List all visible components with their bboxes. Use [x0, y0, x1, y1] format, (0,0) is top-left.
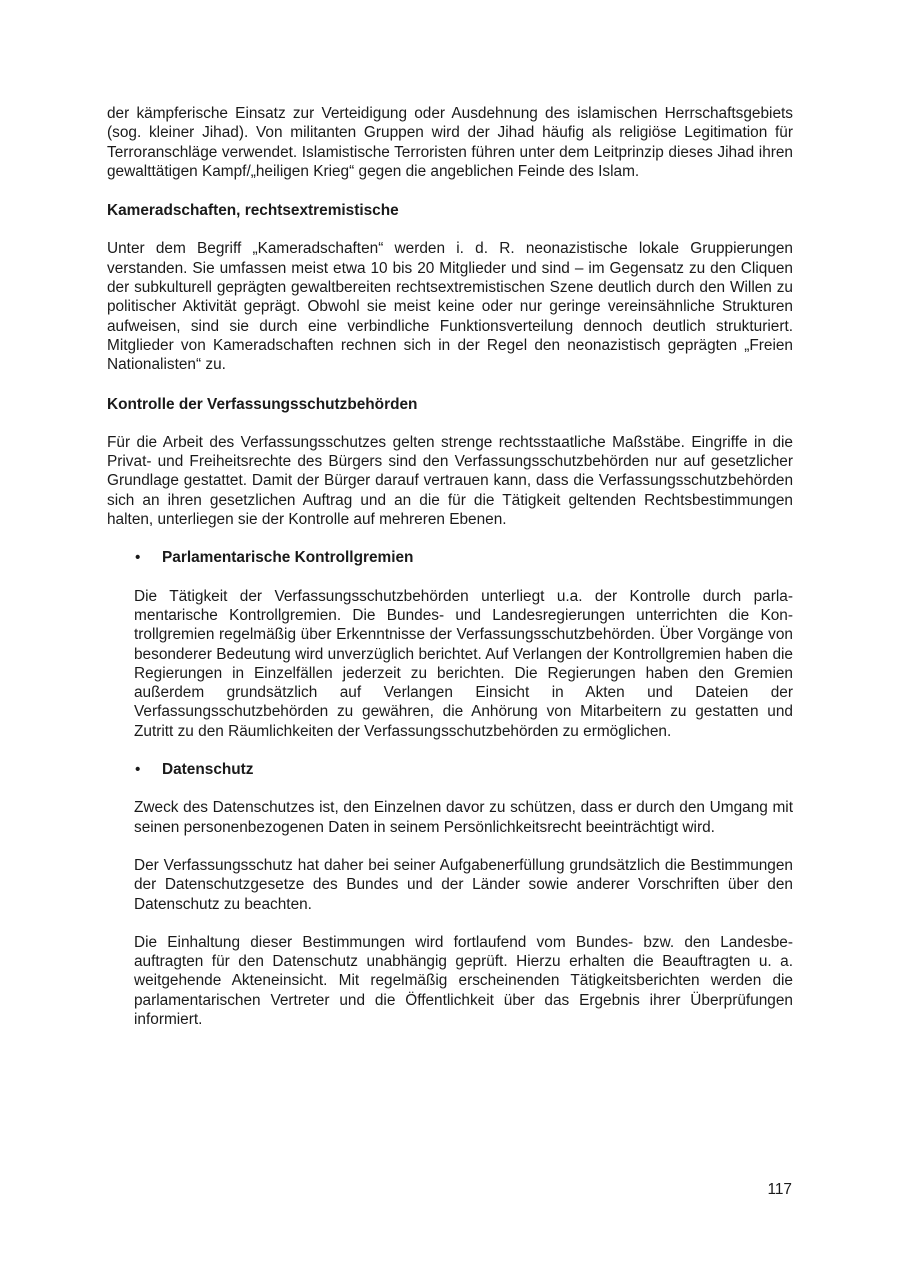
- page-number: 117: [767, 1181, 792, 1198]
- section-heading-kontrolle: Kontrolle der Verfassungsschutzbehörden: [107, 395, 418, 413]
- bullet-paragraph-kontrollgremien: Die Tätigkeit der Verfassungsschutzbehörden unterliegt u.a. der Kontrolle durch parlamentarische Kontrollgremien. Die Bundes- und Landesregierungen unterrichten die Kontrollgremien regelmäßig über Erkenntnisse der Verfassungsschutzbehörden. Über Vorgänge von besonderer Bedeutung wird unverzüglich berichtet. Auf Verlangen der Kontrollgremien haben die Regierungen in Einzelfällen jederzeit zu berichten. Die Regierungen haben den Gremien außerdem grundsätzlich auf Verlangen Einsicht in Akten und Dateien der Verfassungsschutzbehörden zu gewähren, die Anhörung von Mitarbeitern zu gestatten und Zutritt zu den Räumlichkeiten der Verfassungsschutzbehörden zu ermöglichen.: [134, 587, 793, 740]
- bullet-icon: •: [135, 761, 141, 779]
- document-page: [107, 104, 793, 1029]
- section-paragraph-kontrolle: Für die Arbeit des Verfassungsschutzes gelten strenge rechtsstaatliche Maßstäbe. Eingriffe in die Privat- und Freiheitsrechte des Bürgers sind den Verfassungsschutzbehörden nur auf gesetzlicher Grundlage gestattet. Damit der Bürger darauf vertrauen kann, dass die Verfassungsschutzbehörden sich an ihren gesetzlichen Auftrag und an die für die Tätigkeit geltenden Rechtsbestimmungen halten, unterliegen sie der Kontrolle auf mehreren Ebenen.: [107, 433, 793, 529]
- bullet-icon: •: [135, 549, 141, 567]
- bullet-heading-kontrollgremien: [107, 548, 793, 567]
- bullet-heading-label: Parlamentarische Kontrollgremien: [162, 549, 414, 567]
- bullet-paragraph-datenschutz-3: Die Einhaltung dieser Bestimmungen wird fortlaufend vom Bundes- bzw. den Landesbeauftragten für den Datenschutz unabhängig geprüft. Hierzu erhalten die Beauftragten u. a. weitgehende Akteneinsicht. Mit regelmäßig erscheinenden Tätigkeitsberichten werden die parlamentarischen Vertreter und die Öffentlichkeit über das Ergebnis ihrer Überprüfungen informiert.: [134, 933, 793, 1028]
- bullet-paragraph-datenschutz-1: Zweck des Datenschutzes ist, den Einzelnen davor zu schützen, dass er durch den Umgang mit seinen personenbezogenen Daten in seinem Persönlichkeitsrecht beeinträchtigt wird.: [134, 799, 793, 836]
- bullet-heading-datenschutz: [107, 760, 793, 779]
- bullet-heading-label: Datenschutz: [162, 761, 254, 779]
- bullet-paragraph-datenschutz-2: Der Verfassungsschutz hat daher bei seiner Aufgabenerfüllung grundsätzlich die Bestimmungen der Datenschutzgesetze des Bundes und der Länder sowie anderer Vorschriften über den Datenschutz zu beachten.: [134, 856, 793, 913]
- section-heading-kameradschaften: Kameradschaften, rechtsextremistische: [107, 202, 399, 220]
- section-paragraph-kameradschaften: Unter dem Begriff „Kameradschaften“ werden i. d. R. neonazistische lokale Gruppierungen verstanden. Sie umfassen meist etwa 10 bis 20 Mitglieder und sind – im Gegensatz zu den Cliquen der subkulturell geprägten gewaltbereiten rechtsextremistischen Szene deutlich durch den Willen zu politischer Aktivität geprägt. Obwohl sie meist keine oder nur geringe vereinsähnliche Strukturen aufweisen, sind sie durch eine verbindliche Funktionsverteilung dennoch deutlich strukturiert. Mitglieder von Kameradschaften rechnen sich in der Regel den neonazistisch geprägten „Freien Nationalisten“ zu.: [107, 240, 793, 374]
- intro-paragraph: der kämpferische Einsatz zur Verteidigung oder Ausdehnung des islamischen Herrschaftsgebiets (sog. kleiner Jihad). Von militanten Gruppen wird der Jihad häufig als religiöse Legitimation für Terroranschläge verwendet. Islamistische Terroristen führen unter dem Leitprinzip dieses Jihad ihren gewalttätigen Kampf/„heiligen Krieg“ gegen die angeblichen Feinde des Islam.: [107, 105, 793, 180]
